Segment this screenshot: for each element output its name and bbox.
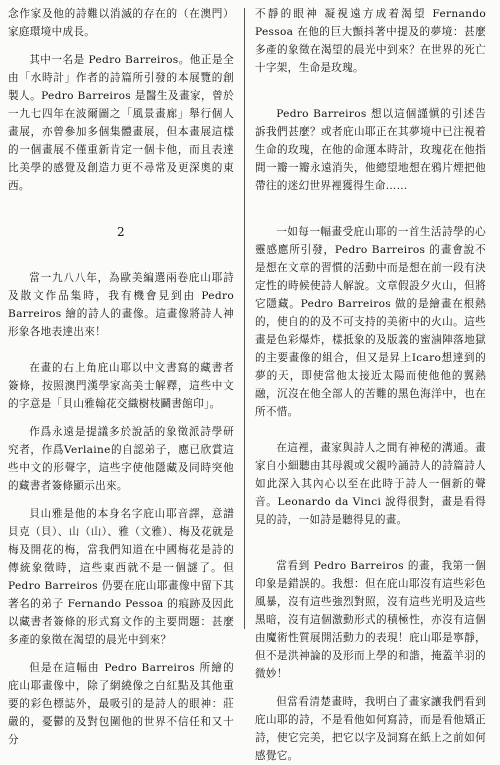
paragraph: 在這裡，畫家與詩人之間有神秘的溝通。畫家自小細聽由其母親或父親吟誦詩人的詩篇詩人如此深入其內心以至在此時于詩人一個新的聲音。Leonardo da Vinci 說得很對，畫是看得見的詩，一如詩是聽得見的畫。 — [255, 442, 486, 526]
column-divider — [244, 8, 245, 629]
left-column — [8, 5, 234, 749]
paragraph: 作爲永遠是提議多於說話的象徵派詩學研究者，作爲Verlaine的自認弟子，應已欣賞這些中文的形聲字，這些字使他隱藏及同時突他的藏書者簽條顯示出來。 — [8, 426, 234, 492]
paragraph: 但當看清楚畫時，我明白了畫家讓我們看到庇山耶的詩，不是看他如何寫詩，而是看他矯正詩，使它完美，把它以字及詞寫在紙上之前如何感覺它。 — [255, 696, 486, 762]
paragraph: 不靜的眼神 凝視遠方成着渴望 Fernando Pessoa 在他的巨大顫抖著中提及的夢境：甚麼多產的象徵在渴望的晨光中到來？在世界的死亡十字架，生命是玫瑰。 — [255, 8, 486, 74]
paragraph: 在畫的右上角庇山耶以中文書寫的藏書者簽條，按照澳門漢學家高美士解釋，這些中文的字意是「貝山雅翰花交織樹枝鬬書館印」。 — [8, 362, 234, 410]
paragraph: Pedro Barreiros 想以這個謹愼的引述告訴我們甚麼？或者庇山耶正在其夢境中已注視着生命的玫瑰，在他的命運本時計，玫瑰花在他指間一瓣一瓣永遠消失，他總望地想在鴉片煙把他帶往的迷幻世界裡獲得生命…… — [255, 108, 486, 192]
paragraph: 其中一名是 Pedro Barreiros。他正是全由「水時計」作者的詩篇所引發的本展覽的創製人。Pedro Barreiros 是醫生及畫家，曾於一九七四年在波爾圖之「風景畫廊」舉行個人畫展，亦曾參加多個集體畫展，但本畫展這樣的一個畫展不僅重新肯定一個卡他，而且表達比美學的感覺及創造力更不尋常及更深奧的東西。 — [8, 54, 234, 192]
right-column — [255, 5, 486, 765]
paragraph: 當一九八八年，為歐美編選兩卷庇山耶詩及散文作品集時，我有機會見到由 Pedro Barreiros 繪的詩人的畫像。這畫像將詩人神形象各地表達出來！ — [8, 272, 234, 338]
paragraph: 貝山雅是他的本身名字庇山耶音譯，意譜貝克（貝）、山（山）、雅（文雅）、梅及花就是梅及開花的梅，當我們知道在中國梅花是詩的傳統象徵時，這些東西就不是一個謎了。但 Pedro Barreiros 仍要在庇山耶畫像中留下其著名的弟子 Fernando Pessoa 的痕跡及因此以藏書者簽條的形式寫文作的主要問題：甚麼多產的象徵在渴望的晨光中到來？ — [8, 508, 234, 646]
paragraph: 當看到 Pedro Barreiros 的畫，我第一個印象是錯誤的。我想：但在庇山耶沒有這些彩色風暴，沒有這些強烈對照，沒有這些光明及這些黑暗，沒有這個激動形式的積極性，亦沒有這個由魔術性質展開活動力的表現！庇山耶是寧靜，但不是洪神論的及形而上學的和諧，掩蓋羊羽的微妙！ — [255, 560, 486, 680]
paragraph: 但是在這幅由 Pedro Barreiros 所繪的庇山耶畫像中，除了網繞像之白紅點及其他重要的彩色標誌外，最吸引的是詩人的眼神：莊嚴的，憂鬱的及對包圍他的世界不信任和又十分 — [8, 662, 234, 746]
paragraph: 一如每一幅畫受庇山耶的一首生活詩學的心靈感應所引發，Pedro Barreiros 的畫會說不是想在文章的習慣的活動中而是想在前一段有決定性的時候使詩人解說。文章假設夕火山，但將它隱藏。Pedro Barreiros 做的是繪畫在根熱的，使自的的及不可支持的美術中的火山。這些畫是色彩爆炸，樣抵象的及版義的蜜滷陣落地獄的主要畫像的組合，但又是昇上Icaro想達到的夢的天，即使當他太接近太陽而使他他的翼熱融，沉沒在他全部人的苦難的黑色海洋中，也在所不惜。 — [255, 226, 486, 418]
paragraph: 念作家及他的詩難以消滅的存在的（在澳門）家庭環境中成長。 — [8, 8, 234, 38]
section-number: 2 — [117, 225, 125, 239]
